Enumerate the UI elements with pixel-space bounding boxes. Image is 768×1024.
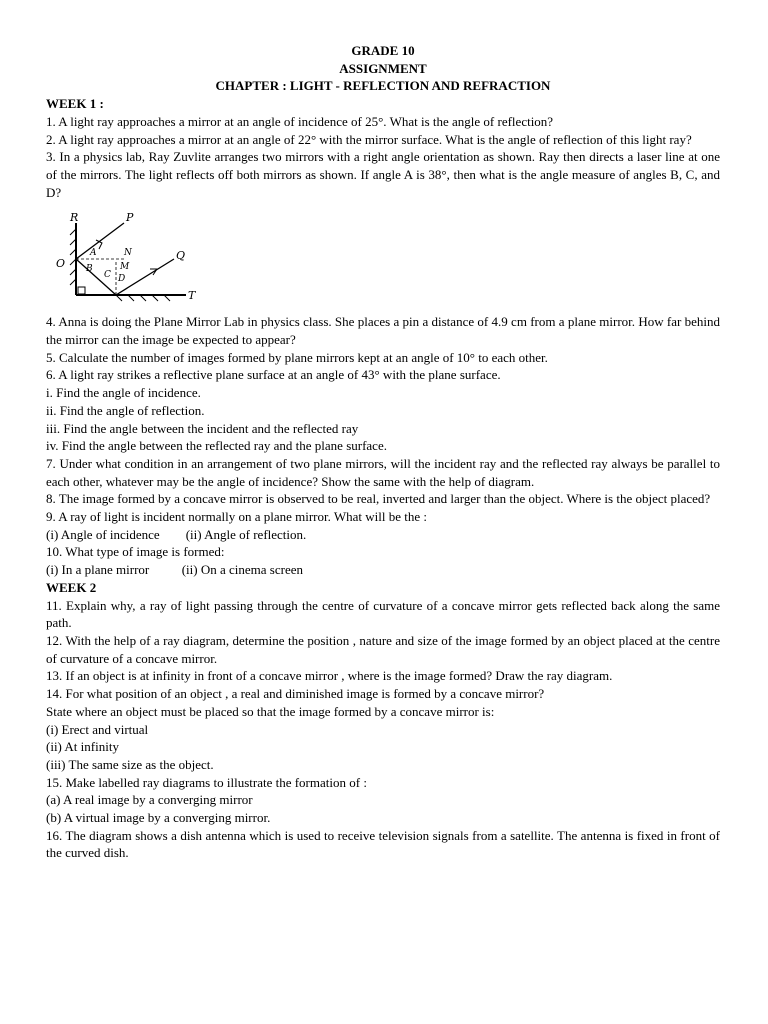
question-1: 1. A light ray approaches a mirror at an angle of incidence of 25°. What is the angle of reflection?	[46, 113, 554, 129]
right-angle-mark	[78, 287, 85, 294]
question-15: 15. Make labelled ray diagrams to illustrate the formation of :	[46, 774, 367, 790]
question-5: 5. Calculate the number of images formed by plane mirrors kept at an angle of 10° to each other.	[46, 349, 548, 365]
incident-arrow	[96, 240, 102, 249]
label-r: R	[70, 211, 79, 225]
question-12: 12. With the help of a ray diagram, determine the position , nature and size of the image formed by an object placed at the centre of curvature of a concave mirror.	[46, 632, 720, 666]
two-mirror-figure	[46, 209, 720, 309]
question-14: 14. For what position of an object , a real and diminished image is formed by a concave mirror?	[46, 686, 545, 702]
question-6-part-i: i. Find the angle of incidence.	[46, 385, 201, 401]
question-7: 7. Under what condition in an arrangement of two plane mirrors, will the incident ray and the reflected ray always be parallel to each other, whatever may be the angle of incidence? Show the same with the help of diagram.	[46, 455, 720, 489]
question-9-options: (i) Angle of incidence (ii) Angle of reflection.	[46, 526, 307, 542]
question-13: 13. If an object is at infinity in front of a concave mirror , where is the image formed? Draw the ray diagram.	[46, 668, 613, 684]
question-4: 4. Anna is doing the Plane Mirror Lab in physics class. She places a pin a distance of 4.9 cm from a plane mirror. How far behind the mirror can the image be expected to appear?	[46, 314, 720, 348]
question-14-part-ii: (ii) At infinity	[46, 739, 119, 755]
label-b: B	[86, 264, 93, 275]
question-15-part-a: (a) A real image by a converging mirror	[46, 792, 253, 808]
question-8: 8. The image formed by a concave mirror is observed to be real, inverted and larger than the object. Where is the object placed?	[46, 491, 711, 507]
question-10-options: (i) In a plane mirror (ii) On a cinema screen	[46, 562, 304, 578]
question-6-part-ii: ii. Find the angle of reflection.	[46, 402, 205, 418]
question-16: 16. The diagram shows a dish antenna which is used to receive television signals from a satellite. The antenna is fixed in front of the curved dish.	[46, 827, 720, 861]
assignment-page	[46, 42, 720, 862]
question-10: 10. What type of image is formed:	[46, 544, 225, 560]
label-a: A	[90, 248, 97, 259]
week1-heading: WEEK 1 :	[46, 96, 104, 112]
question-9: 9. A ray of light is incident normally on a plane mirror. What will be the :	[46, 509, 428, 525]
label-n: N	[124, 248, 132, 259]
question-14-part-iii: (iii) The same size as the object.	[46, 756, 214, 772]
question-14-statement: State where an object must be placed so that the image formed by a concave mirror is:	[46, 703, 495, 719]
question-11: 11. Explain why, a ray of light passing through the centre of curvature of a concave mirror gets reflected back along the same path.	[46, 597, 720, 631]
week2-heading: WEEK 2	[46, 579, 97, 595]
label-o: O	[56, 257, 66, 271]
label-p: P	[126, 211, 134, 225]
question-6: 6. A light ray strikes a reflective plane surface at an angle of 43° with the plane surface.	[46, 367, 501, 383]
mirror-diagram	[46, 209, 206, 309]
label-d: D	[118, 274, 126, 285]
question-6-part-iv: iv. Find the angle between the reflected ray and the plane surface.	[46, 438, 387, 454]
label-t: T	[188, 289, 196, 303]
question-6-part-iii: iii. Find the angle between the incident and the reflected ray	[46, 420, 359, 436]
incident-ray	[76, 223, 124, 259]
question-15-part-b: (b) A virtual image by a converging mirror.	[46, 810, 271, 826]
label-c: C	[104, 270, 111, 281]
label-q: Q	[176, 249, 186, 263]
grade-title: GRADE 10	[351, 43, 415, 58]
question-3: 3. In a physics lab, Ray Zuvlite arranges two mirrors with a right angle orientation as shown. Ray then directs a laser line at one of the mirrors. The light reflects off both mirrors as shown. If angle A is 38°, then what is the angle measure of angles B, C, and D?	[46, 149, 720, 200]
label-m: M	[120, 262, 130, 273]
question-14-part-i: (i) Erect and virtual	[46, 721, 149, 737]
assignment-title: ASSIGNMENT	[339, 60, 427, 76]
question-2: 2. A light ray approaches a mirror at an angle of 22° with the mirror surface. What is the angle of reflection of this light ray?	[46, 131, 692, 147]
chapter-title: CHAPTER : LIGHT - REFLECTION AND REFRACTION	[215, 78, 551, 94]
